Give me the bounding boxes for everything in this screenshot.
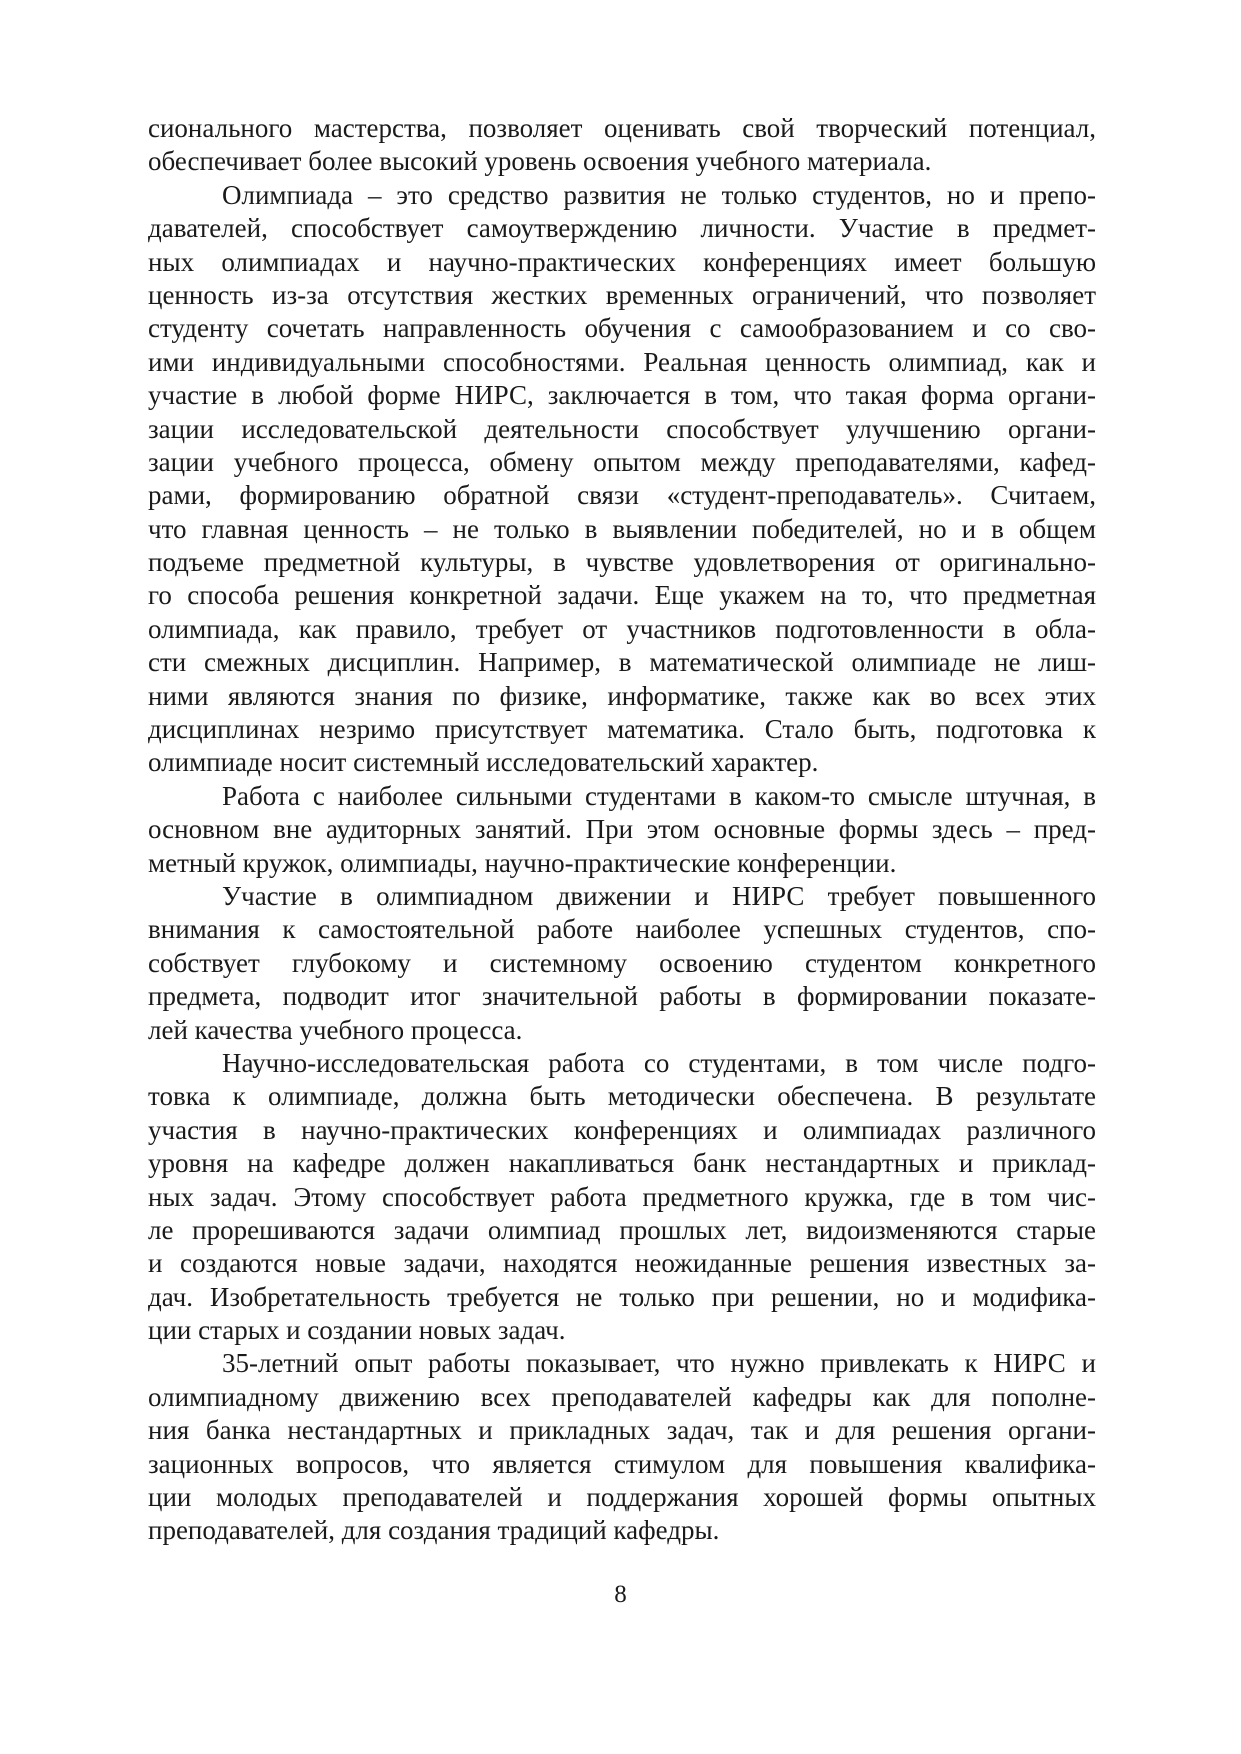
- text-line: ценность из-за отсутствия жестких временных ограничений, что позволяет: [148, 279, 1096, 310]
- text-line: рами, формированию обратной связи «студент-преподаватель». Считаем,: [148, 480, 1096, 511]
- text-line: товка к олимпиаде, должна быть методически обеспечена. В результате: [148, 1081, 1096, 1112]
- paragraph: [148, 179, 1096, 780]
- text-line: ных задач. Этому способствует работа предметного кружка, где в том чис-: [148, 1181, 1096, 1212]
- text-line: участия в научно-практических конференциях и олимпиадах различного: [148, 1114, 1096, 1145]
- text-line: ими индивидуальными способностями. Реальная ценность олимпиад, как и: [148, 346, 1096, 377]
- text-line: уровня на кафедре должен накапливаться банк нестандартных и приклад-: [148, 1148, 1096, 1179]
- text-line: основном вне аудиторных занятий. При этом основные формы здесь – пред-: [148, 814, 1096, 845]
- text-line: Участие в олимпиадном движении и НИРС требует повышенного: [222, 880, 1096, 911]
- text-line: преподавателей, для создания традиций кафедры.: [148, 1515, 720, 1546]
- paragraph: [148, 880, 1096, 1047]
- text-line: Научно-исследовательская работа со студентами, в том числе подго-: [222, 1047, 1096, 1078]
- paragraph: [148, 1347, 1096, 1547]
- body-text: [148, 112, 1096, 1548]
- text-line: обеспечивает более высокий уровень освоения учебного материала.: [148, 146, 932, 177]
- text-line: го способа решения конкретной задачи. Еще укажем на то, что предметная: [148, 580, 1096, 611]
- text-line: Олимпиада – это средство развития не только студентов, но и препо-: [222, 179, 1096, 210]
- text-line: студенту сочетать направленность обучения с самообразованием и со сво-: [148, 313, 1096, 344]
- text-line: зационных вопросов, что является стимулом для повышения квалифика-: [148, 1448, 1096, 1479]
- text-line: ных олимпиадах и научно-практических конференциях имеет большую: [148, 246, 1096, 277]
- text-line: и создаются новые задачи, находятся неожиданные решения известных за-: [148, 1248, 1096, 1279]
- text-line: метный кружок, олимпиады, научно-практические конференции.: [148, 847, 897, 878]
- text-line: зации учебного процесса, обмену опытом между преподавателями, кафед-: [148, 446, 1096, 477]
- text-line: Работа с наиболее сильными студентами в каком-то смысле штучная, в: [222, 780, 1096, 811]
- text-line: собствует глубокому и системному освоению студентом конкретного: [148, 947, 1096, 978]
- text-line: ними являются знания по физике, информатике, также как во всех этих: [148, 680, 1096, 711]
- paragraph: [148, 112, 1096, 179]
- text-line: олимпиаде носит системный исследовательский характер.: [148, 747, 819, 778]
- text-line: лей качества учебного процесса.: [148, 1014, 523, 1045]
- text-line: что главная ценность – не только в выявлении победителей, но и в общем: [148, 513, 1096, 544]
- text-line: участие в любой форме НИРС, заключается в том, что такая форма органи-: [148, 380, 1096, 411]
- page-number: 8: [614, 1581, 627, 1608]
- text-line: давателей, способствует самоутверждению личности. Участие в предмет-: [148, 213, 1096, 244]
- text-line: зации исследовательской деятельности способствует улучшению органи-: [148, 413, 1096, 444]
- text-line: сти смежных дисциплин. Например, в математической олимпиаде не лиш-: [148, 647, 1096, 678]
- paragraph: [148, 1047, 1096, 1348]
- text-line: предмета, подводит итог значительной работы в формировании показате-: [148, 981, 1096, 1012]
- text-line: подъеме предметной культуры, в чувстве удовлетворения от оригинально-: [148, 547, 1096, 578]
- text-line: олимпиада, как правило, требует от участников подготовленности в обла-: [148, 613, 1096, 644]
- text-line: олимпиадному движению всех преподавателей кафедры как для пополне-: [148, 1381, 1096, 1412]
- paragraph: [148, 780, 1096, 880]
- text-line: ле прорешиваются задачи олимпиад прошлых лет, видоизменяются старые: [148, 1214, 1096, 1245]
- text-line: ции молодых преподавателей и поддержания хорошей формы опытных: [148, 1482, 1096, 1513]
- text-line: дач. Изобретательность требуется не только при решении, но и модифика-: [148, 1281, 1096, 1312]
- text-line: ния банка нестандартных и прикладных задач, так и для решения органи-: [148, 1415, 1096, 1446]
- text-line: дисциплинах незримо присутствует математика. Стало быть, подготовка к: [148, 714, 1096, 745]
- text-line: внимания к самостоятельной работе наиболее успешных студентов, спо-: [148, 914, 1096, 945]
- text-line: сионального мастерства, позволяет оценивать свой творческий потенциал,: [148, 113, 1096, 143]
- text-line: 35-летний опыт работы показывает, что нужно привлекать к НИРС и: [222, 1348, 1096, 1379]
- text-line: ции старых и создании новых задач.: [148, 1315, 566, 1346]
